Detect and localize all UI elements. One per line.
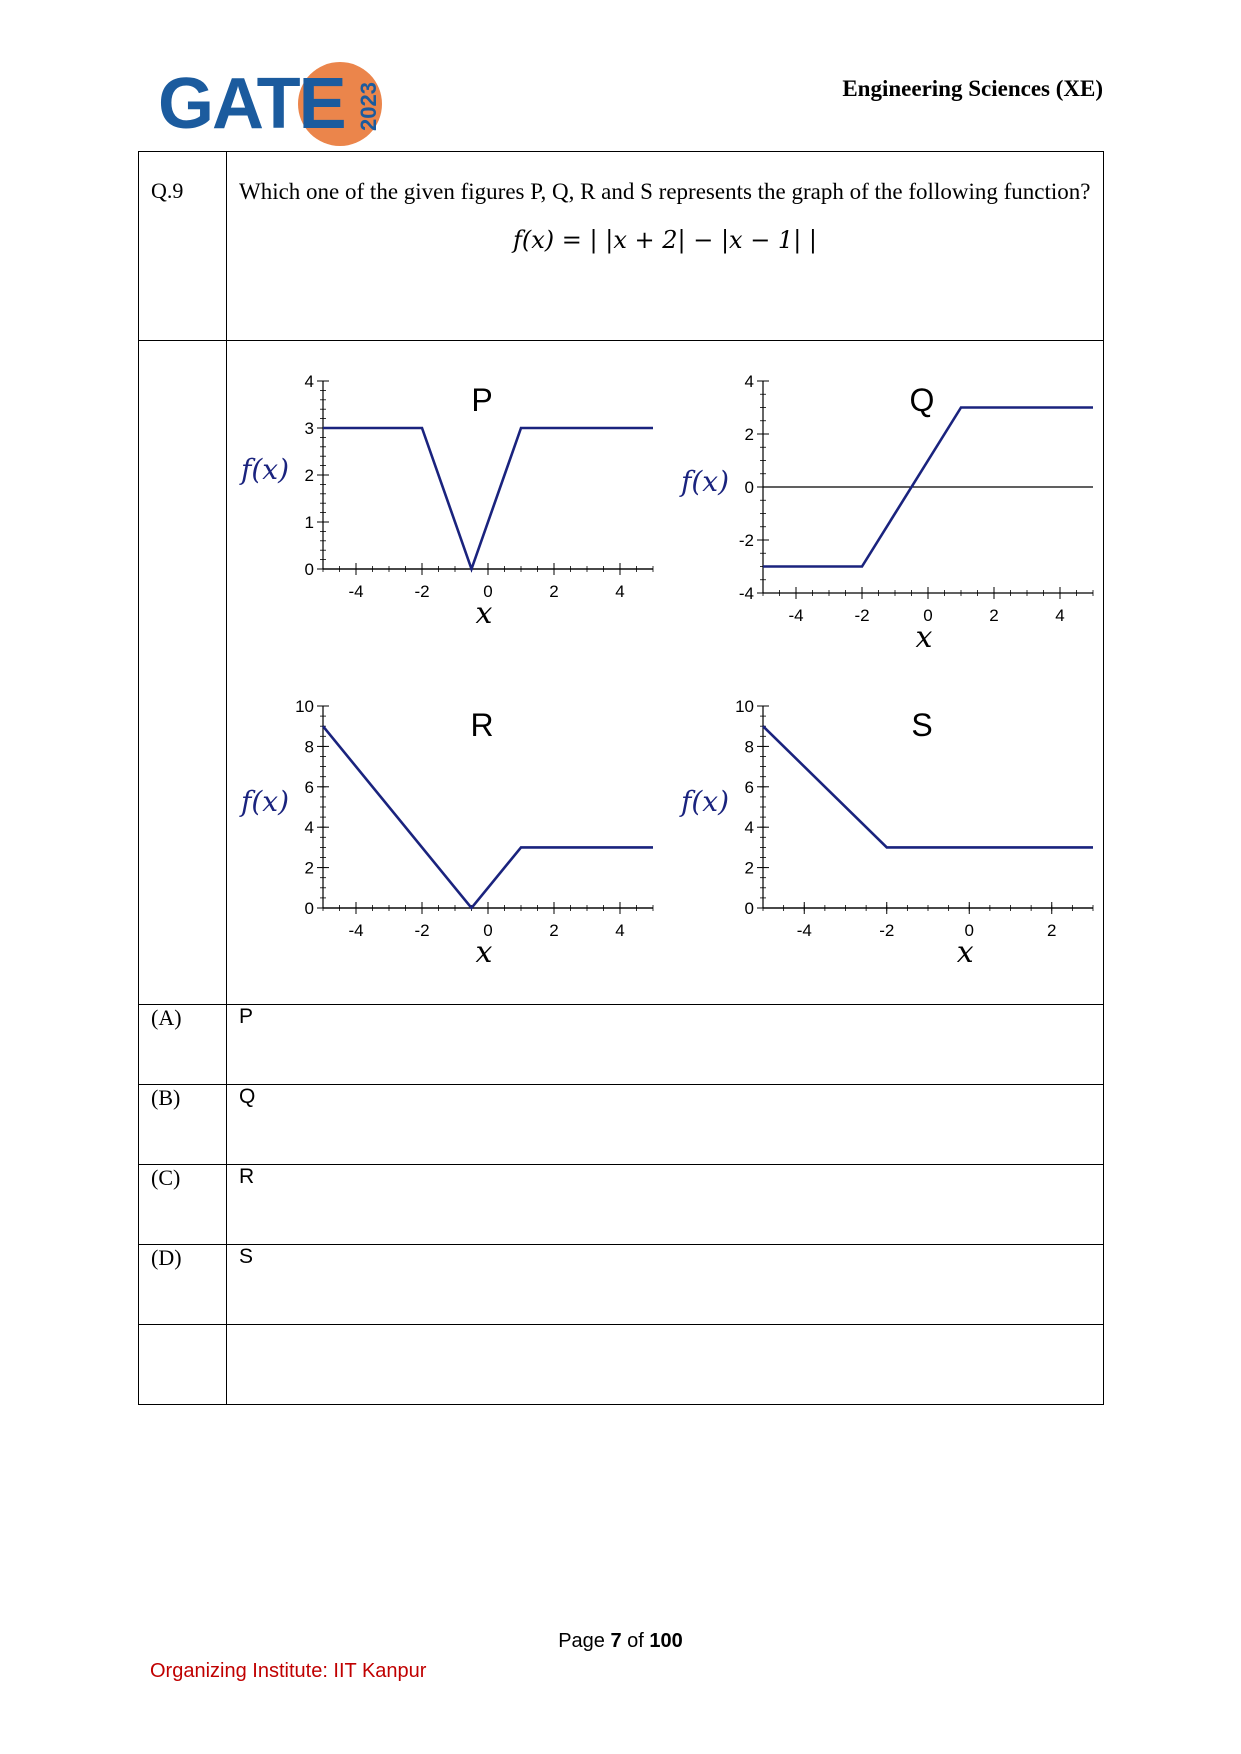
x-tick-label: -2 [854,606,870,625]
logo-text: GATE [158,64,345,144]
option-row [139,1085,1104,1165]
y-tick-label: 0 [744,899,754,918]
y-tick-label: 2 [744,425,754,444]
figures-number-cell [139,341,227,1005]
x-tick-label: -4 [348,582,364,601]
x-tick-label: 4 [615,582,625,601]
y-tick-label: 0 [304,899,314,918]
x-tick-label: 2 [1047,921,1057,940]
y-tick-label: 2 [304,466,314,485]
logo-year: 2023 [356,82,381,132]
x-tick-label: 0 [483,921,493,940]
y-tick-label: 4 [744,372,754,391]
x-tick-label: -2 [414,921,430,940]
y-tick-label: 0 [304,560,314,579]
question-table [138,151,1104,1405]
page-current: 7 [610,1630,622,1652]
x-axis-label: x [956,935,974,970]
panel-label: S [911,707,933,743]
y-tick-label: 10 [735,697,754,716]
question-formula: f(x) = | |x + 2| − |x − 1| | [513,226,817,254]
option-key: (C) [139,1165,227,1245]
x-tick-label: 2 [549,582,559,601]
x-tick-label: 4 [1055,606,1065,625]
panel-label: P [471,382,493,418]
empty-cell [227,1325,1104,1405]
x-tick-label: 0 [483,582,493,601]
y-tick-label: 4 [744,818,754,838]
y-axis-label: f(x) [681,465,730,498]
y-tick-label: 8 [304,737,314,757]
x-tick-label: 2 [989,606,999,625]
x-tick-label: -4 [348,921,364,940]
option-row [139,1005,1104,1085]
y-tick-label: 4 [304,372,314,391]
y-tick-label: 4 [304,818,314,838]
x-axis-label: x [915,620,933,655]
option-key: (D) [139,1245,227,1325]
figures-row [139,341,1104,1005]
empty-row [139,1325,1104,1405]
x-tick-label: 0 [964,921,974,940]
page-prefix: Page [558,1630,611,1652]
y-tick-label: 6 [744,777,754,797]
y-tick-label: 2 [744,858,754,878]
x-axis-label: x [475,596,493,631]
y-tick-label: -4 [738,584,754,603]
question-text: Which one of the given figures P, Q, R and S represents the graph of the following function? [239,179,1091,204]
question-row [139,152,1104,341]
option-value[interactable]: R [227,1165,1104,1245]
gate-logo [158,60,381,150]
curve-line [323,726,653,908]
x-axis-label: x [475,935,493,970]
x-tick-label: 4 [615,921,625,940]
y-tick-label: 3 [304,419,314,438]
option-value[interactable]: P [227,1005,1104,1085]
panel-label: R [470,707,494,743]
question-number: Q.9 [139,152,227,341]
panel-label: Q [909,382,935,418]
option-key: (A) [139,1005,227,1085]
y-tick-label: 0 [744,478,754,497]
subject-title: Engineering Sciences (XE) [842,76,1103,101]
x-tick-label: -4 [788,606,804,625]
y-axis-label: f(x) [681,785,730,818]
y-axis-label: f(x) [241,453,290,486]
y-tick-label: 6 [304,777,314,797]
figures-cell [227,341,1104,1005]
x-tick-label: -4 [796,921,812,940]
curve-line [763,726,1093,847]
curve-line [323,428,653,569]
page-number [0,1630,1241,1653]
y-axis-label: f(x) [241,785,290,818]
y-tick-label: 2 [304,858,314,878]
page-total: 100 [649,1630,683,1652]
y-tick-label: 8 [744,737,754,757]
page-of: of [621,1630,650,1652]
x-tick-label: -2 [414,582,430,601]
organizer-text: Organizing Institute: IIT Kanpur [150,1660,427,1682]
question-cell [227,152,1104,341]
option-row [139,1165,1104,1245]
x-tick-label: 0 [923,606,933,625]
empty-cell [139,1325,227,1405]
x-tick-label: 2 [549,921,559,940]
figures-svg [227,341,1103,999]
y-tick-label: 10 [295,697,314,716]
y-tick-label: -2 [738,531,754,550]
option-value[interactable]: S [227,1245,1104,1325]
option-value[interactable]: Q [227,1085,1104,1165]
y-tick-label: 1 [304,513,314,532]
x-tick-label: -2 [879,921,895,940]
option-row [139,1245,1104,1325]
option-key: (B) [139,1085,227,1165]
